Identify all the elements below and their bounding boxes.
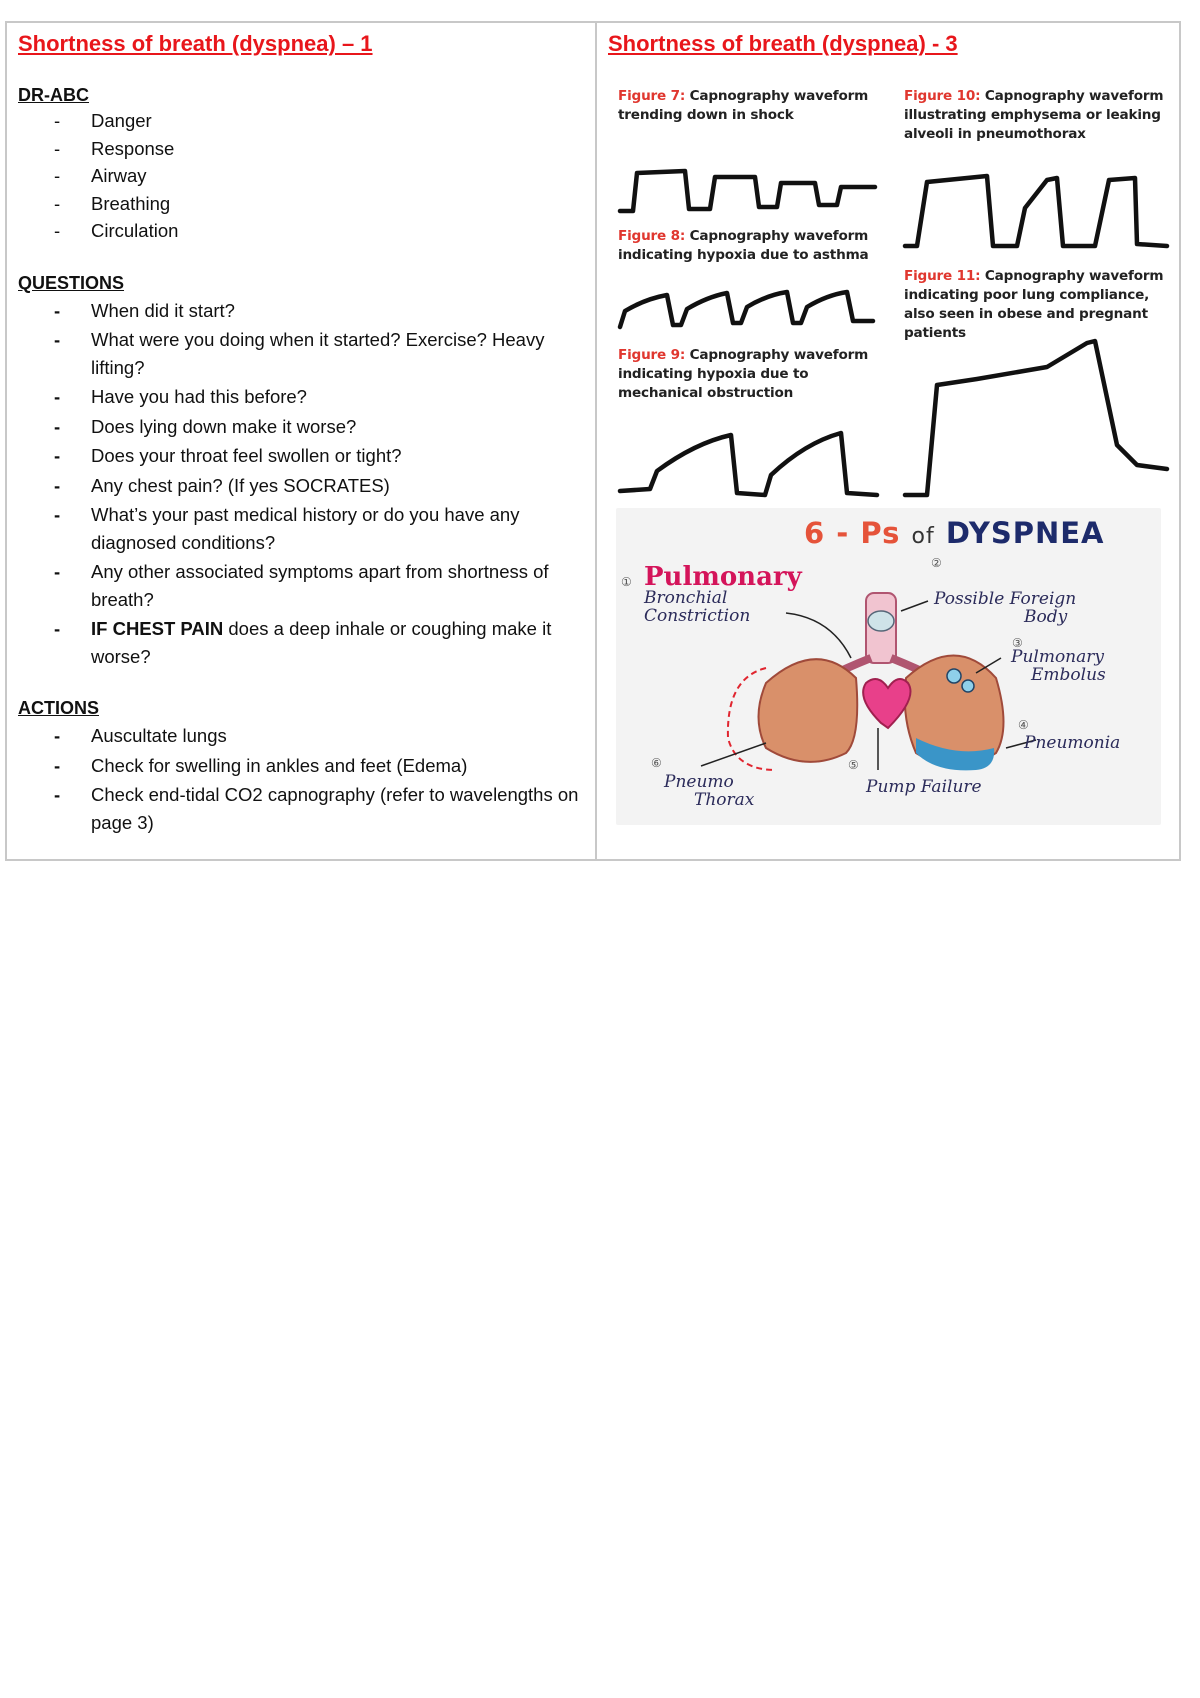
figure-8-caption: Figure 8: Capnography waveform indicating hypoxia due to asthma	[618, 228, 869, 263]
document-sheet	[5, 21, 1181, 861]
drabc-heading: DR-ABC	[18, 85, 89, 105]
figure-11-caption: Figure 11: Capnography waveform indicating poor lung compliance, also seen in obese and pregnant patients	[904, 268, 1164, 341]
label-pulmonary-constriction: Pulmonary Bronchial Constriction	[644, 562, 802, 626]
list-item: - Have you had this before?	[54, 386, 307, 407]
questions-heading: QUESTIONS	[18, 272, 125, 293]
list-item: - Does lying down make it worse?	[54, 415, 357, 437]
page-3-column	[597, 23, 1179, 859]
page-1-column	[7, 23, 597, 859]
number-1: ①	[621, 575, 632, 589]
list-item: - Airway	[54, 165, 147, 186]
figure-7-caption: Figure 7: Capnography waveform trending down in shock	[618, 88, 869, 123]
six-ps-illustration	[616, 508, 1161, 825]
drabc-list	[18, 107, 585, 245]
page-title-3: Shortness of breath (dyspnea) - 3	[608, 31, 958, 56]
capnography-figures	[597, 23, 1187, 503]
label-pneumothorax: Pneumo Thorax	[664, 772, 755, 810]
figure-7-waveform	[615, 163, 885, 218]
list-item: - What were you doing when it started? Exercise? Heavy lifting?	[54, 329, 545, 378]
number-4: ④	[1018, 718, 1029, 732]
label-foreign-body: Possible Foreign Body	[934, 589, 1077, 627]
list-item: - Auscultate lungs	[54, 725, 227, 746]
actions-list	[18, 722, 585, 836]
figure-10-caption: Figure 10: Capnography waveform illustrating emphysema or leaking alveoli in pneumothorax	[904, 88, 1164, 142]
list-item: - IF CHEST PAIN does a deep inhale or coughing make it worse?	[54, 618, 552, 667]
six-ps-title: 6 - Ps of DYSPNEA	[804, 516, 1105, 550]
number-3: ③	[1012, 636, 1023, 650]
list-item: - Breathing	[54, 192, 171, 214]
list-item: - Does your throat feel swollen or tight?	[54, 445, 402, 466]
figure-9-waveform	[615, 423, 885, 503]
number-5: ⑤	[848, 758, 859, 772]
label-pulmonary-embolus: Pulmonary Embolus	[1011, 647, 1106, 685]
figure-8-waveform	[615, 285, 885, 335]
number-6: ⑥	[651, 756, 662, 770]
actions-heading: ACTIONS	[18, 698, 99, 718]
list-item: - When did it start?	[54, 299, 235, 321]
questions-list	[18, 297, 585, 671]
number-2: ②	[931, 556, 942, 570]
figure-11-waveform	[897, 335, 1172, 503]
list-item: - Check end-tidal CO2 capnography (refer to wavelengths on page 3)	[54, 784, 579, 833]
list-item: - Response	[54, 137, 175, 159]
label-pump-failure: Pump Failure	[866, 777, 982, 797]
list-item: - Danger	[54, 110, 152, 131]
figure-9-caption: Figure 9: Capnography waveform indicating hypoxia due to mechanical obstruction	[618, 347, 869, 401]
list-item: - Any other associated symptoms apart from shortness of breath?	[54, 561, 549, 610]
list-item: - Circulation	[54, 220, 179, 241]
figure-10-waveform	[897, 168, 1172, 253]
list-item: - Check for swelling in ankles and feet (Edema)	[54, 754, 468, 776]
page-title-1: Shortness of breath (dyspnea) – 1	[18, 31, 373, 56]
list-item: - What’s your past medical history or do you have any diagnosed conditions?	[54, 504, 520, 553]
list-item: - Any chest pain? (If yes SOCRATES)	[54, 474, 390, 496]
label-pneumonia: Pneumonia	[1024, 733, 1121, 753]
